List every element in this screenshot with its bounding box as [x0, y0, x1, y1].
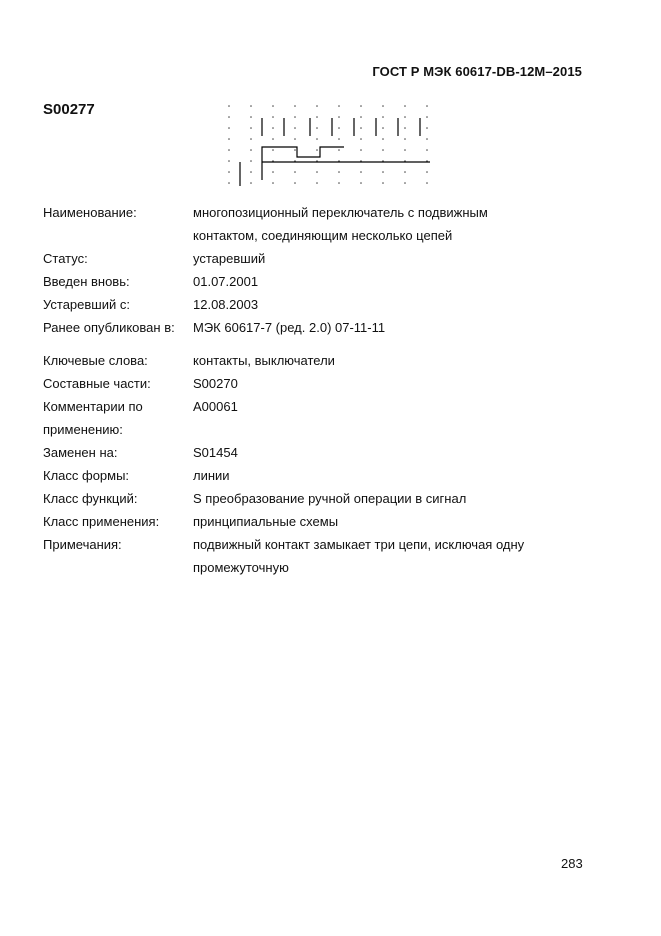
grid-dot: [338, 105, 340, 107]
grid-dot: [294, 127, 296, 129]
grid-dot: [382, 182, 384, 184]
grid-dot: [250, 105, 252, 107]
grid-dot: [382, 138, 384, 140]
grid-dot: [228, 138, 230, 140]
field-label: Статус:: [43, 251, 88, 266]
grid-dot: [360, 116, 362, 118]
grid-dot: [250, 116, 252, 118]
grid-dot: [316, 171, 318, 173]
grid-dot: [316, 149, 318, 151]
grid-dot: [250, 149, 252, 151]
field-label: Класс формы:: [43, 468, 130, 483]
field-value: A00061: [193, 399, 238, 414]
grid-dot: [382, 171, 384, 173]
field-value: линии: [193, 468, 230, 483]
field-label: Наименование:: [43, 205, 137, 220]
grid-dot: [338, 182, 340, 184]
document-header: ГОСТ Р МЭК 60617-DB-12M–2015: [372, 64, 582, 79]
field-row-published: [43, 316, 583, 339]
field-row-function-class: [43, 487, 583, 510]
field-row-status: [43, 247, 583, 270]
field-row-comments: [43, 395, 583, 441]
grid-dot: [404, 182, 406, 184]
field-value: принципиальные схемы: [193, 514, 339, 529]
grid-dot: [272, 116, 274, 118]
field-label: Ключевые слова:: [43, 353, 148, 368]
grid-dot: [338, 149, 340, 151]
grid-dot: [250, 182, 252, 184]
grid-dot: [272, 138, 274, 140]
grid-dot: [338, 171, 340, 173]
field-label: Ранее опубликован в:: [43, 320, 175, 335]
field-row-replaced-by: [43, 441, 583, 464]
grid-dot: [426, 149, 428, 151]
field-label: Введен вновь:: [43, 274, 130, 289]
field-label: Составные части:: [43, 376, 151, 391]
grid-dot: [426, 116, 428, 118]
grid-dot: [316, 182, 318, 184]
switch-symbol-drawing: [222, 100, 442, 192]
field-value: контакты, выключатели: [193, 353, 335, 368]
grid-dot: [228, 127, 230, 129]
grid-dot: [338, 116, 340, 118]
grid-dot: [360, 105, 362, 107]
field-row-obsolete: [43, 293, 583, 316]
grid-dot: [228, 182, 230, 184]
grid-dot: [250, 127, 252, 129]
field-label: Устаревший с:: [43, 297, 130, 312]
field-value: 12.08.2003: [193, 297, 259, 312]
field-label: Примечания:: [43, 537, 122, 552]
grid-dot: [228, 116, 230, 118]
field-value-line: контактом, соединяющим несколько цепей: [193, 228, 453, 243]
grid-dot: [294, 171, 296, 173]
grid-dot: [360, 138, 362, 140]
grid-dot: [294, 149, 296, 151]
page-number: 283: [561, 856, 583, 871]
grid-dot: [316, 116, 318, 118]
symbol-lines: [240, 118, 430, 186]
grid-dot: [250, 171, 252, 173]
field-label: Заменен на:: [43, 445, 118, 460]
grid-dot: [294, 138, 296, 140]
field-row-introduced: [43, 270, 583, 293]
grid-dot: [228, 105, 230, 107]
field-value: [193, 201, 583, 247]
field-value: S01454: [193, 445, 238, 460]
grid-dot: [228, 160, 230, 162]
grid-dot: [360, 127, 362, 129]
grid-dot: [404, 105, 406, 107]
field-value-line: подвижный контакт замыкает три цепи, исключая одну: [193, 537, 525, 552]
field-label: [43, 395, 193, 441]
field-value: [193, 533, 583, 579]
grid-dot: [404, 138, 406, 140]
fields-table: [43, 201, 583, 579]
grid-dot: [272, 149, 274, 151]
grid-dot: [426, 171, 428, 173]
field-row-name: [43, 201, 583, 247]
grid-dot: [228, 171, 230, 173]
grid-dot: [426, 182, 428, 184]
grid-dot: [294, 116, 296, 118]
grid-dot: [382, 116, 384, 118]
grid-dot: [404, 149, 406, 151]
field-label: Класс функций:: [43, 491, 138, 506]
grid-dot: [272, 105, 274, 107]
field-row-notes: [43, 533, 583, 579]
grid-dot: [404, 171, 406, 173]
grid-dot: [426, 138, 428, 140]
grid-dot: [316, 127, 318, 129]
grid-dot: [382, 105, 384, 107]
grid-dot: [272, 182, 274, 184]
field-value: S00270: [193, 376, 238, 391]
field-row-shape-class: [43, 464, 583, 487]
grid-dot: [360, 149, 362, 151]
grid-dot: [250, 138, 252, 140]
grid-dot: [360, 182, 362, 184]
grid-dot: [360, 171, 362, 173]
field-value-line: промежуточную: [193, 560, 289, 575]
field-value: S преобразование ручной операции в сигнал: [193, 491, 467, 506]
grid-dot: [272, 127, 274, 129]
symbol-code: S00277: [43, 101, 95, 118]
grid-dot: [382, 127, 384, 129]
grid-dots: [228, 105, 428, 184]
grid-dot: [272, 171, 274, 173]
field-value: устаревший: [193, 251, 266, 266]
grid-dot: [316, 138, 318, 140]
grid-dot: [404, 116, 406, 118]
field-label-line: Комментарии по: [43, 399, 143, 414]
field-label-line: применению:: [43, 422, 123, 437]
grid-dot: [338, 127, 340, 129]
field-value: 01.07.2001: [193, 274, 259, 289]
field-value: МЭК 60617-7 (ред. 2.0) 07-11-11: [193, 320, 386, 335]
grid-dot: [382, 149, 384, 151]
grid-dot: [250, 160, 252, 162]
grid-dot: [294, 182, 296, 184]
grid-dot: [294, 105, 296, 107]
field-value-line: многопозиционный переключатель с подвижным: [193, 205, 488, 220]
grid-dot: [426, 105, 428, 107]
grid-dot: [426, 127, 428, 129]
field-row-components: [43, 372, 583, 395]
grid-dot: [316, 105, 318, 107]
field-label: Класс применения:: [43, 514, 160, 529]
field-row-keywords: [43, 349, 583, 372]
grid-dot: [338, 138, 340, 140]
grid-dot: [228, 149, 230, 151]
grid-dot: [404, 127, 406, 129]
field-row-application-class: [43, 510, 583, 533]
